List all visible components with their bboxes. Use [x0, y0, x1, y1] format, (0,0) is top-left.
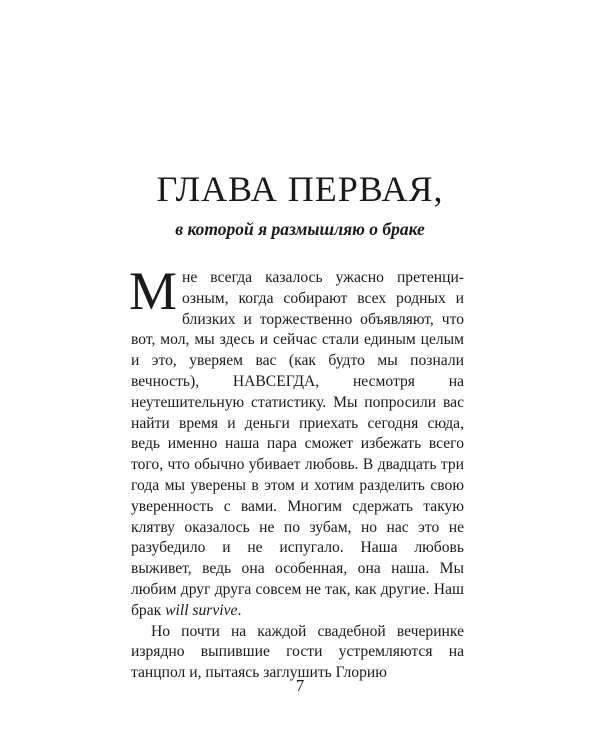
- paragraph-2: Но почти на каждой свадебной вечеринке изрядно выпившие гости устремляются на танцпол и, пытаясь заглушить Глорию: [131, 622, 464, 682]
- paragraph-1-text: не всегда казалось ужасно претенциозным, когда собирают всех родных и близких и торжественно объявляют, что вот, мол, мы здесь и сейчас стали единым целым и это, уверяем вас (как будто мы познали вечность), НАВСЕГДА, несмотря на неутешительную статистику. Мы попросили вас найти время и деньги приехать сегодня сюда, ведь именно наша пара сможет избежать всего того, что обычно убивает любовь. В двадцать три года мы уверены в этом и хотим разделить свою уверенность с вами. Многим сдержать такую клятву оказалось не по зубам, но нас это не разубедило и не испугало. Наша любовь выживет, ведь она особенная, она наша. Мы любим друг друга совсем не так, как другие. Наш брак: [131, 269, 464, 619]
- paragraph-1: [129, 261, 464, 622]
- paragraph-1-end: .: [237, 601, 242, 619]
- drop-cap: М: [129, 261, 178, 321]
- paragraph-1-italic: will survive: [165, 601, 238, 619]
- chapter-title: ГЛАВА ПЕРВАЯ,: [156, 169, 444, 209]
- page-number: 7: [295, 676, 305, 695]
- body-text: [129, 261, 464, 684]
- chapter-subtitle: в которой я размышляю о браке: [175, 219, 425, 239]
